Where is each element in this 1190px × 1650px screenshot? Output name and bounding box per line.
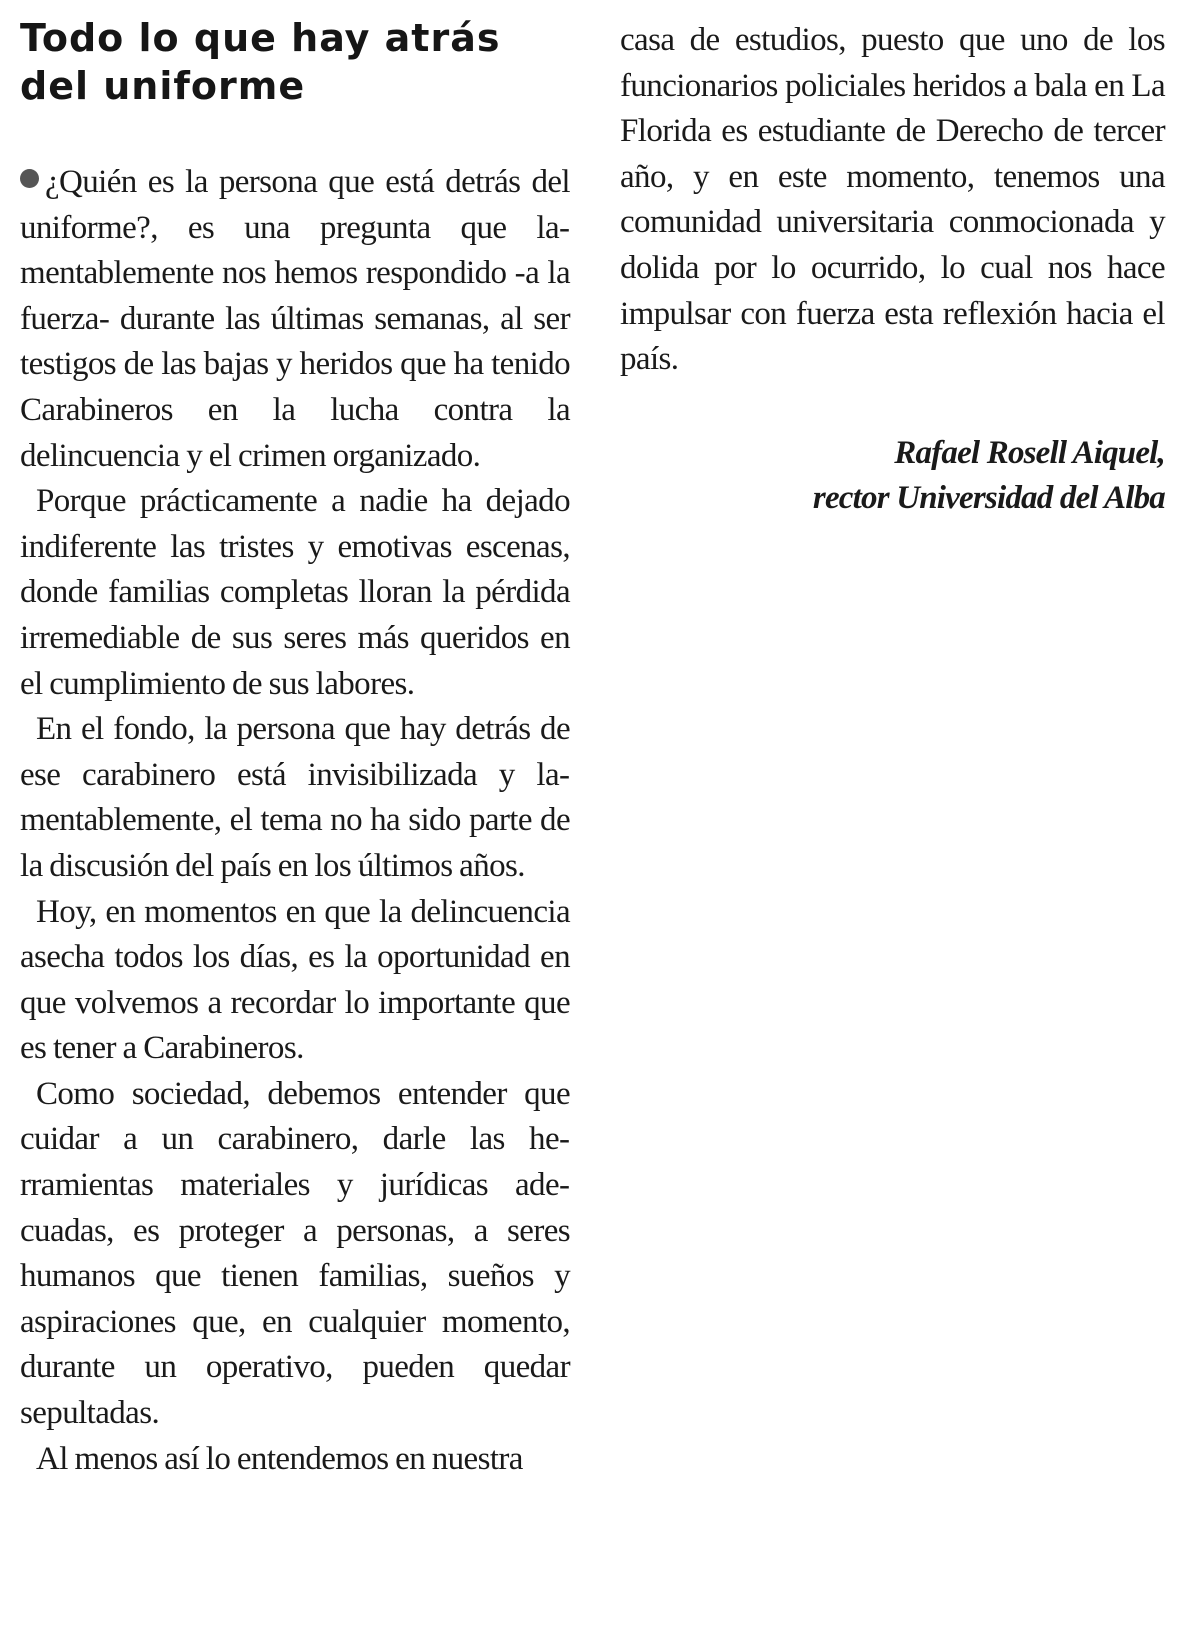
paragraph-1-text: ¿Quién es la persona que está detrás del uniforme?, es una pregunta que lamentablemente nos hemos respondido -a la fuerza- durante las últimas semanas, al ser testigos de las bajas y heridos que ha tenido Carabineros en la lucha contra la delincuencia y el crimen organizado. — [20, 164, 570, 474]
author-name: Rafael Rosell Aiquel, — [894, 434, 1165, 471]
paragraph-continuation: casa de estudios, puesto que uno de los funcionarios policiales heridos a bala en La Florida es estudiante de Derecho de tercer año, y en este momento, tenemos una comunidad universitaria conmocionada y dolida por lo ocurrido, lo cual nos hace impulsar con fuerza esta reflexión hacia el país. — [620, 22, 1165, 378]
left-column — [20, 14, 570, 1482]
paragraph-2: Porque prácticamente a nadie ha dejado indiferente las tristes y emotivas escenas, donde familias completas lloran la pérdida irremediable de sus seres más queridos en el cumplimiento de sus labores. — [20, 483, 570, 702]
article-body-left — [20, 160, 570, 1482]
paragraph-3: En el fondo, la persona que hay detrás de ese carabinero está invisibilizada y lamentablemente, el tema no ha sido parte de la discusión del país en los últimos años. — [20, 711, 570, 884]
paragraph-4: Hoy, en momentos en que la delincuencia asecha todos los días, es la oportunidad en que volvemos a recordar lo importante que es tener a Carabineros. — [20, 893, 570, 1067]
paragraph-1 — [20, 160, 570, 479]
article-headline: Todo lo que hay atrás del uniforme — [20, 16, 501, 108]
author-title: rector Universidad del Alba — [812, 479, 1165, 516]
paragraph-5: Como sociedad, debemos entender que cuidar a un carabinero, darle las herramientas materiales y jurídicas adecuadas, es proteger a personas, a seres humanos que tienen familias, sueños y aspiraciones que, en cualquier momento, durante un operativo, pueden quedar sepultadas. — [20, 1075, 570, 1432]
right-column — [620, 18, 1165, 521]
paragraph-6: Al menos así lo entendemos en nuestra — [36, 1440, 523, 1477]
article-body-right — [620, 18, 1165, 383]
bullet-dot-icon — [20, 169, 39, 188]
author-signature — [620, 431, 1165, 521]
